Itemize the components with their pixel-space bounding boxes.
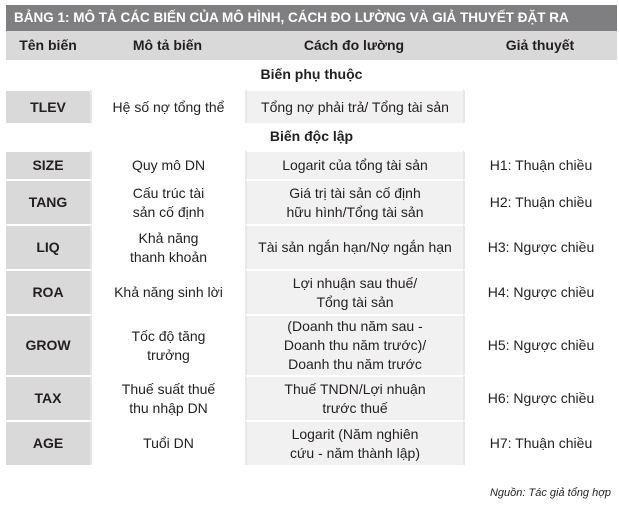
table-row: [6, 150, 617, 179]
description-cell: Quy mô DN: [90, 150, 245, 179]
description-cell: Tuổi DN: [90, 420, 245, 465]
hypothesis-cell: H6: Ngược chiều: [463, 375, 617, 420]
variables-table: [6, 31, 617, 465]
variable-code-cell: SIZE: [6, 150, 90, 179]
measurement-cell: (Doanh thu năm sau - Doanh thu năm trước)/ Doanh thu năm trước: [245, 314, 463, 375]
table-title: BẢNG 1: MÔ TẢ CÁC BIẾN CỦA MÔ HÌNH, CÁCH ĐO LƯỜNG VÀ GIẢ THUYẾT ĐẶT RA: [6, 5, 617, 31]
table-row: [6, 89, 617, 123]
measurement-cell: Tài sản ngắn hạn/Nợ ngắn hạn: [245, 224, 463, 269]
header-hypothesis: Giả thuyết: [463, 31, 617, 60]
variable-code-cell: TLEV: [6, 89, 90, 123]
measurement-cell: Lợi nhuận sau thuế/ Tổng tài sản: [245, 269, 463, 314]
variable-code-cell: GROW: [6, 314, 90, 375]
variable-code-cell: AGE: [6, 420, 90, 465]
header-description: Mô tả biến: [90, 31, 245, 60]
table-row: [6, 375, 617, 420]
measurement-cell: Tổng nợ phải trả/ Tổng tài sản: [245, 89, 463, 123]
hypothesis-cell: H2: Thuận chiều: [463, 179, 617, 224]
description-cell: Hệ số nợ tổng thể: [90, 89, 245, 123]
variable-code-cell: LIQ: [6, 224, 90, 269]
hypothesis-cell: H3: Ngược chiều: [463, 224, 617, 269]
hypothesis-cell: H7: Thuận chiều: [463, 420, 617, 465]
variable-code-cell: ROA: [6, 269, 90, 314]
table-row: [6, 224, 617, 269]
header-variable: Tên biến: [6, 31, 90, 60]
table-row: [6, 179, 617, 224]
measurement-cell: Logarit (Năm nghiên cứu - năm thành lập): [245, 420, 463, 465]
section-row: [6, 60, 617, 89]
description-cell: Cấu trúc tài sản cố định: [90, 179, 245, 224]
hypothesis-cell: H4: Ngược chiều: [463, 269, 617, 314]
section-row: [6, 123, 617, 150]
description-cell: Khả năng sinh lời: [90, 269, 245, 314]
measurement-cell: Giá trị tài sản cố định hữu hình/Tổng tài sản: [245, 179, 463, 224]
hypothesis-cell: H5: Ngược chiều: [463, 314, 617, 375]
header-row: [6, 31, 617, 60]
hypothesis-cell: [463, 89, 617, 123]
variable-code-cell: TAX: [6, 375, 90, 420]
source-note: Nguồn: Tác giả tổng hợp: [489, 487, 611, 499]
measurement-cell: Logarit của tổng tài sản: [245, 150, 463, 179]
variable-code-cell: TANG: [6, 179, 90, 224]
description-cell: Thuế suất thuế thu nhập DN: [90, 375, 245, 420]
measurement-cell: Thuế TNDN/Lợi nhuận trước thuế: [245, 375, 463, 420]
header-measurement: Cách đo lường: [245, 31, 463, 60]
table-body: [6, 60, 617, 465]
description-cell: Khả năng thanh khoản: [90, 224, 245, 269]
table-row: [6, 420, 617, 465]
section-heading: Biến phụ thuộc: [260, 66, 363, 82]
section-heading: Biến độc lập: [269, 128, 354, 144]
table-row: [6, 314, 617, 375]
table-row: [6, 269, 617, 314]
description-cell: Tốc độ tăng trưởng: [90, 314, 245, 375]
hypothesis-cell: H1: Thuận chiều: [463, 150, 617, 179]
